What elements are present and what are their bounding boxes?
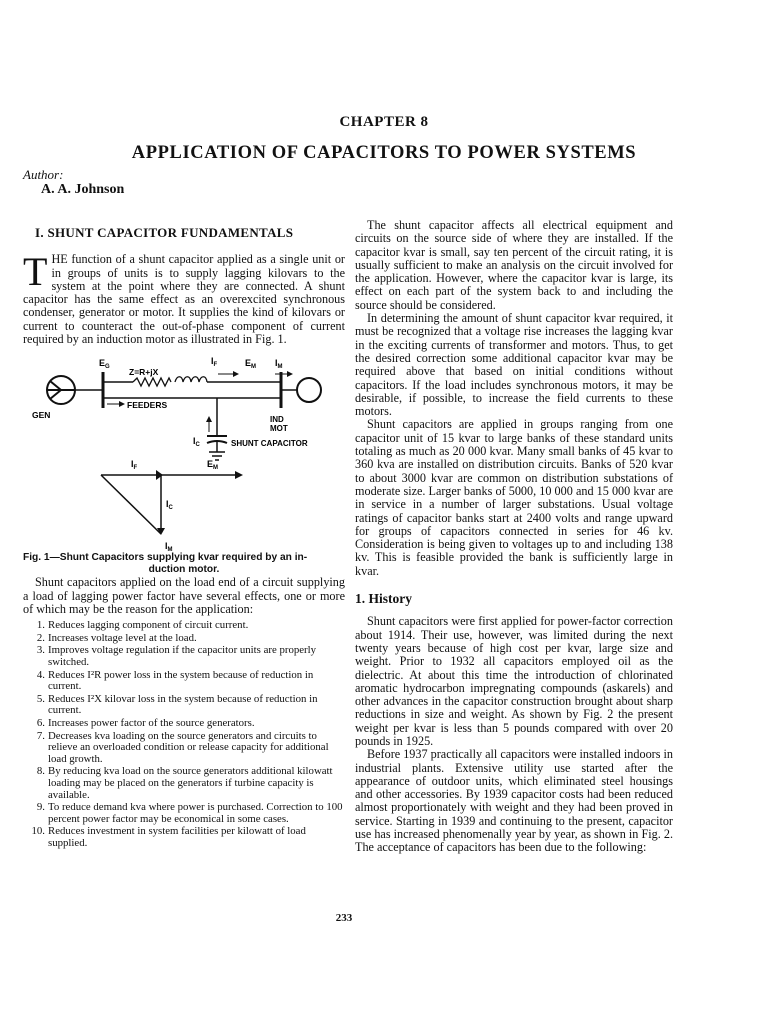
- author-name: A. A. Johnson: [41, 182, 125, 197]
- resistor-symbol: [133, 378, 171, 386]
- author-label: Author:: [23, 167, 64, 182]
- list-item: 5. Reduces I²X kilovar loss in the system because of reduction in current.: [36, 692, 318, 717]
- list-item: 10. Reduces investment in system facilities per kilowatt of load supplied.: [31, 825, 306, 849]
- figure-1-diagram: [23, 352, 345, 552]
- paragraph: Shunt capacitors are applied in groups ranging from one capacitor unit of 15 kvar to large banks of these standard units totaling as much as 20 000 kvar. Many small banks of 45 kvar to 360 kva are installed on distribution circuits. Banks of 520 kvar to about 3000 kvar are common on distribution substations of moderate size. Larger banks of 5000, 10 000 and 15 000 kvar are in service in a number of larger substations. Usual voltage ratings of capacitor banks start at 2400 volts and range upward for groups of capacitors connected in series for 46 kv. Consideration is being given to voltages up to and including 138 kv. This is feasible provided the bank is sufficiently large in kvar.: [355, 417, 673, 578]
- mot-label: MOT: [270, 424, 288, 434]
- figure-1-caption: Fig. 1—Shunt Capacitors supplying kvar required by an in- duction motor.: [23, 552, 308, 576]
- list-item: 8. By reducing kva load on the source generators additional kilowatt loading may be placed on the generators if turbine capacity is available.: [36, 765, 333, 801]
- if-label: $I_F$: [211, 356, 218, 369]
- paragraph: Shunt capacitors were first applied for power-factor correction about 1914. Their use, however, was limited during the next twenty years because of high cost per kvar, large size and weight. Prior to 1932 all capacitors employed oil as the dielectric. At about this time the introduction of chlorinated aromatic hydrocarbon impregnating compounds (askarels) and other advances in the capacitor construction brought about sharp reductions in size and weight. As shown by Fig. 2 the present weight per kvar is less than 5 pounds compared with over 20 pounds in 1925.: [355, 614, 673, 748]
- paragraph: The shunt capacitor affects all electrical equipment and circuits on the source side of where they are installed. If the capacitor kvar is small, say ten percent of the circuit rating, it is usually sufficient to make an analysis on the circuit involved for the application. However, where the capacitor kvar is large, its effect on each part of the system back to and including the source should be considered.: [355, 218, 673, 312]
- inductor-symbol: [175, 377, 207, 382]
- list-item: 4. Reduces I²R power loss in the system because of reduction in current.: [36, 668, 314, 693]
- vector-ic-label: $I_C$: [166, 499, 173, 512]
- list-item: 1. Reduces lagging component of circuit current.: [36, 619, 249, 632]
- figure-1: [23, 352, 345, 552]
- gen-label: GEN: [32, 410, 51, 421]
- vector-diagram: [101, 459, 243, 552]
- intro-text: HE function of a shunt capacitor applied as a single unit or in groups of units is to supply lagging kilovars to the system at the point where they are connected. A shunt capacitor has the same effect as an overexcited synchronous condenser, generator or motor. It supplies the kind of kilovars or current to counteract the out-of-phase component of current required by an induction motor as illustrated in Fig. 1.: [23, 252, 345, 347]
- chapter-title: APPLICATION OF CAPACITORS TO POWER SYSTEMS: [131, 143, 637, 163]
- vector-im-label: $I_M$: [165, 541, 173, 553]
- intro-paragraph: [23, 249, 345, 347]
- list-item: 3. Improves voltage regulation if the capacitor units are properly switched.: [36, 644, 317, 669]
- shunt-capacitor-label: SHUNT CAPACITOR: [231, 439, 308, 449]
- list-item: 6. Increases power factor of the source generators.: [36, 717, 255, 730]
- drop-cap: T: [23, 249, 48, 295]
- effects-intro-paragraph: Shunt capacitors applied on the load end of a circuit supplying a load of lagging power factor have several effects, one or more of which may be the reason for the application:: [23, 575, 345, 616]
- section-heading: I. SHUNT CAPACITOR FUNDAMENTALS: [35, 225, 294, 240]
- page-number: 233: [335, 912, 353, 924]
- history-heading: 1. History: [355, 591, 412, 607]
- right-column: [355, 219, 673, 855]
- em-label: $E_M$: [245, 358, 257, 371]
- induction-motor-symbol: [297, 378, 321, 402]
- ind-label: IND: [270, 415, 284, 425]
- generator-symbol: [47, 376, 75, 404]
- ic-label: $I_C$: [193, 436, 200, 449]
- vector-em-label: $E_M$: [207, 459, 219, 472]
- left-column: [23, 226, 345, 851]
- chapter-number: CHAPTER 8: [339, 114, 429, 130]
- feeders-label: FEEDERS: [127, 400, 168, 411]
- list-item: 2. Increases voltage level at the load.: [36, 631, 197, 644]
- effects-list: [23, 620, 345, 849]
- impedance-label: Z=R+jX: [129, 367, 159, 378]
- paragraph: Before 1937 practically all capacitors were installed indoors in industrial plants. Extensive utility use started after the appearance of outdoor units, which eliminated steel housings and other accessories. By 1939 capacitor costs had been reduced almost proportionately with weight and they had been proved in service. Starting in 1939 and continuing to the present, capacitor use has increased phenomenally year by year, as shown in Fig. 2. The acceptance of capacitors has been due to the following:: [355, 747, 673, 855]
- eg-label: $E_G$: [99, 358, 110, 371]
- paragraph: In determining the amount of shunt capacitor kvar required, it must be recognized that a voltage rise increases the lagging kvar in the exciting currents of transformer and motors. Thus, to get the desired correction some additional capacitor kvar may be required above that based on initial conditions without capacitors. If the load includes synchronous motors, it may be desirable, if possible, to increase the field currents to these motors.: [355, 311, 673, 419]
- list-item: 7. Decreases kva loading on the source generators and circuits to relieve an overloaded condition or release capacity for additional load growth.: [36, 729, 329, 765]
- vector-if-label: $I_F$: [131, 459, 138, 472]
- im-label: $I_M$: [275, 358, 283, 371]
- list-item: 9. To reduce demand kva where power is purchased. Correction to 100 percent power factor may be economical in some cases.: [36, 801, 343, 825]
